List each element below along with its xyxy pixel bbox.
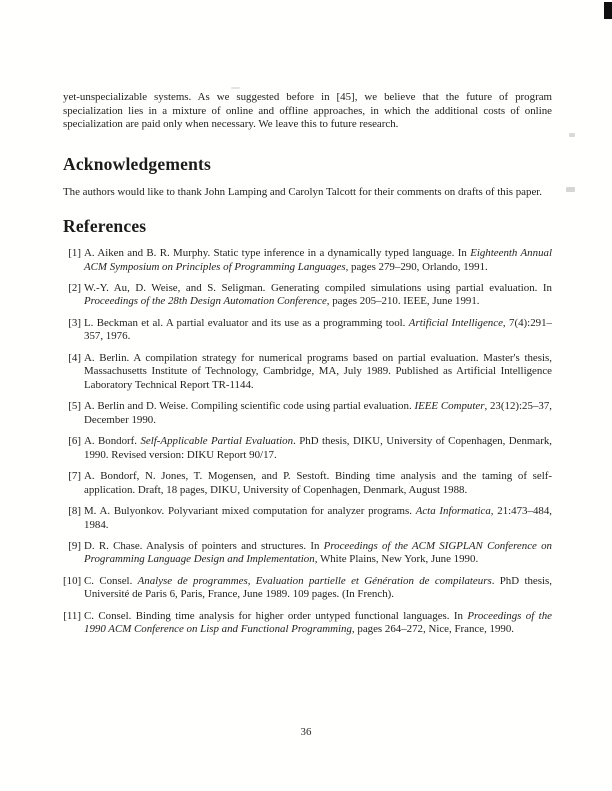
reference-item: [63, 505, 552, 532]
reference-item: [63, 540, 552, 567]
reference-item: [63, 610, 552, 637]
reference-venue-title: Proceedings of the ACM SIGPLAN Conference on Programming Language Design and Implementation: [84, 539, 552, 566]
reference-text-segment: A. Berlin. A compilation strategy for numerical programs based on partial evaluation. Master's thesis, Massachusetts Institute of Technology, Cambridge, MA, July 1989. Published as Artificial Intelligence Laboratory Technical Report TR-1144.: [84, 351, 552, 391]
reference-item: [63, 435, 552, 462]
reference-text-segment: , 7(4):291–357, 1976.: [84, 316, 552, 343]
scan-speck: [231, 87, 240, 89]
reference-text: [84, 400, 552, 427]
reference-text-segment: A. Aiken and B. R. Murphy. Static type inference in a dynamically typed language. In: [84, 246, 471, 259]
acknowledgements-paragraph: The authors would like to thank John Lamping and Carolyn Talcott for their comments on drafts of this paper.: [63, 186, 543, 199]
reference-text: [84, 282, 552, 309]
reference-text-segment: , White Plains, New York, June 1990.: [314, 553, 479, 566]
reference-label: [1]: [68, 246, 81, 259]
page-content: [63, 91, 552, 644]
reference-text: [84, 352, 552, 393]
scan-speck: [569, 133, 575, 137]
scan-artifact-corner-mark: [604, 2, 612, 19]
reference-label: [9]: [68, 539, 81, 552]
reference-text-segment: W.-Y. Au, D. Weise, and S. Seligman. Generating compiled simulations using partial evaluation. In: [84, 281, 552, 294]
reference-text: [84, 505, 552, 532]
reference-text-segment: A. Berlin and D. Weise. Compiling scientific code using partial evaluation.: [84, 400, 415, 413]
reference-text: [84, 317, 552, 344]
reference-venue-title: Analyse de programmes, Evaluation partielle et Génération de compilateurs: [137, 574, 492, 587]
reference-text: [84, 610, 552, 637]
references-heading: References: [63, 215, 147, 236]
reference-venue-title: IEEE Computer: [414, 400, 485, 413]
reference-text-segment: , pages 279–290, Orlando, 1991.: [345, 260, 488, 273]
reference-text-segment: . PhD thesis, Université de Paris 6, Paris, France, June 1989. 109 pages. (In French).: [84, 574, 552, 601]
reference-venue-title: Acta Informatica: [415, 504, 491, 517]
reference-item: [63, 317, 552, 344]
reference-venue-title: Proceedings of the 28th Design Automation Conference: [84, 295, 327, 308]
reference-venue-title: Self-Applicable Partial Evaluation: [140, 435, 294, 448]
reference-text-segment: . PhD thesis, DIKU, University of Copenhagen, Denmark, 1990. Revised version: DIKU Report 90/17.: [84, 435, 553, 461]
reference-text-segment: A. Bondorf, N. Jones, T. Mogensen, and P. Sestoft. Binding time analysis and the taming of self-application. Draft, 18 pages, DIKU, University of Copenhagen, Denmark, August 1988.: [84, 469, 552, 496]
reference-text: [84, 247, 552, 274]
reference-text-segment: , 23(12):25–37, December 1990.: [84, 400, 552, 426]
reference-text-segment: , 21:473–484, 1984.: [84, 504, 553, 531]
reference-label: [3]: [68, 316, 81, 329]
reference-text-segment: M. A. Bulyonkov. Polyvariant mixed computation for analyzer programs.: [84, 504, 416, 517]
reference-label: [8]: [68, 504, 81, 517]
reference-label: [5]: [68, 400, 81, 413]
reference-item: [63, 470, 552, 497]
reference-label: [11]: [63, 609, 81, 622]
reference-text: [84, 470, 552, 497]
reference-text: [84, 435, 552, 462]
page-number: 36: [300, 726, 312, 738]
intro-paragraph: yet-unspecializable systems. As we suggested before in [45], we believe that the future of program specialization lies in a mixture of online and offline approaches, in which the additional costs of online specialization are paid only when necessary. We leave this to future research.: [63, 91, 552, 131]
reference-item: [63, 247, 552, 274]
reference-text: [84, 540, 552, 567]
scan-speck: [566, 187, 575, 192]
reference-label: [4]: [68, 351, 81, 364]
reference-label: [2]: [68, 281, 81, 294]
reference-label: [10]: [63, 574, 82, 587]
reference-label: [7]: [68, 469, 81, 482]
reference-text-segment: C. Consel. Binding time analysis for higher order untyped functional languages. In: [84, 609, 468, 622]
reference-text-segment: D. R. Chase. Analysis of pointers and structures. In: [84, 539, 324, 552]
reference-text: [84, 575, 552, 602]
reference-text-segment: L. Beckman et al. A partial evaluator and its use as a programming tool.: [84, 316, 409, 329]
reference-item: [63, 352, 552, 393]
reference-venue-title: Eighteenth Annual ACM Symposium on Principles of Programming Languages: [84, 246, 552, 273]
reference-text-segment: A. Bondorf.: [84, 435, 141, 448]
reference-venue-title: Proceedings of the 1990 ACM Conference on Lisp and Functional Programming: [84, 609, 552, 636]
reference-item: [63, 282, 552, 309]
reference-text-segment: C. Consel.: [84, 574, 138, 587]
references-list: [63, 247, 552, 637]
reference-text-segment: , pages 264–272, Nice, France, 1990.: [351, 623, 515, 636]
acknowledgements-heading: Acknowledgements: [63, 154, 212, 175]
reference-venue-title: Artificial Intelligence: [408, 316, 503, 329]
reference-item: [63, 575, 552, 602]
reference-label: [6]: [68, 435, 81, 448]
reference-item: [63, 400, 552, 427]
reference-text-segment: , pages 205–210. IEEE, June 1991.: [326, 295, 480, 308]
